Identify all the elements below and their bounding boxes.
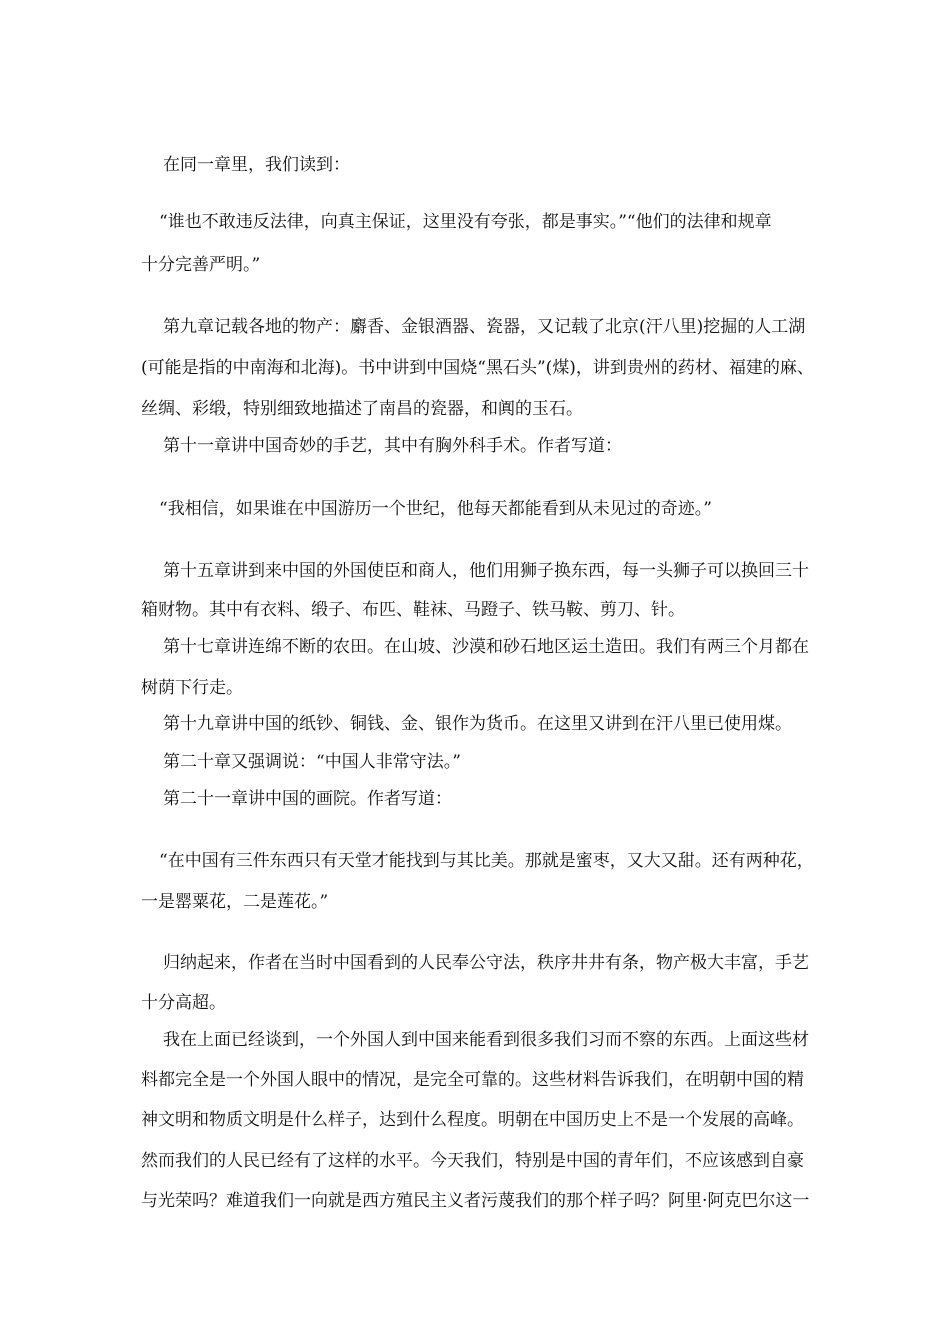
text-line: 第十一章讲中国奇妙的手艺，其中有胸外科手术。作者写道： — [163, 436, 622, 456]
text-line: 归纳起来，作者在当时中国看到的人民奉公守法，秩序井井有条，物产极大丰富，手艺 — [163, 953, 809, 973]
text-line: 第十九章讲中国的纸钞、铜钱、金、银作为货币。在这里又讲到在汗八里已使用煤。 — [163, 714, 792, 734]
text-line: 丝绸、彩缎，特别细致地描述了南昌的瓷器，和阗的玉石。 — [141, 399, 583, 419]
text-line: 然而我们的人民已经有了这样的水平。今天我们，特别是中国的青年们，不应该感到自豪 — [141, 1151, 804, 1171]
text-line: 第十五章讲到来中国的外国使臣和商人，他们用狮子换东西，每一头狮子可以换回三十 — [163, 561, 809, 581]
text-line: 第九章记载各地的物产：麝香、金银酒器、瓷器，又记载了北京(汗八里)挖掘的人工湖 — [163, 317, 806, 337]
quote-line: 十分完善严明。” — [141, 255, 261, 275]
text-line: 箱财物。其中有衣料、缎子、布匹、鞋袜、马蹬子、铁马鞍、剪刀、针。 — [141, 600, 685, 620]
quote-line: “我相信，如果谁在中国游历一个世纪，他每天都能看到从未见过的奇迹。” — [159, 499, 712, 519]
text-line: 料都完全是一个外国人眼中的情况，是完全可靠的。这些材料告诉我们，在明朝中国的精 — [141, 1070, 804, 1090]
text-line: 十分高超。 — [141, 993, 226, 1013]
text-line: 与光荣吗？难道我们一向就是西方殖民主义者污蔑我们的那个样子吗？阿里·阿克巴尔这一 — [141, 1191, 810, 1211]
text-line: 树荫下行走。 — [141, 678, 243, 698]
text-line: 神文明和物质文明是什么样子，达到什么程度。明朝在中国历史上不是一个发展的高峰。 — [141, 1110, 804, 1130]
text-line: 我在上面已经谈到，一个外国人到中国来能看到很多我们习而不察的东西。上面这些材 — [163, 1030, 809, 1050]
quote-line: 一是罂粟花，二是莲花。” — [141, 892, 329, 912]
quote-line: “谁也不敢违反法律，向真主保证，这里没有夸张，都是事实。”“他们的法律和规章 — [159, 212, 772, 232]
text-line: (可能是指的中南海和北海)。书中讲到中国烧“黑石头”(煤)，讲到贵州的药材、福建的麻、 — [141, 358, 814, 378]
text-line: 第二十一章讲中国的画院。作者写道： — [163, 789, 452, 809]
quote-line: “在中国有三件东西只有天堂才能找到与其比美。那就是蜜枣，又大又甜。还有两种花， — [159, 851, 814, 871]
text-line: 第二十章又强调说：“中国人非常守法。” — [163, 752, 461, 772]
text-line: 第十七章讲连绵不断的农田。在山坡、沙漠和砂石地区运土造田。我们有两三个月都在 — [163, 637, 809, 657]
text-line: 在同一章里，我们读到： — [163, 155, 350, 175]
